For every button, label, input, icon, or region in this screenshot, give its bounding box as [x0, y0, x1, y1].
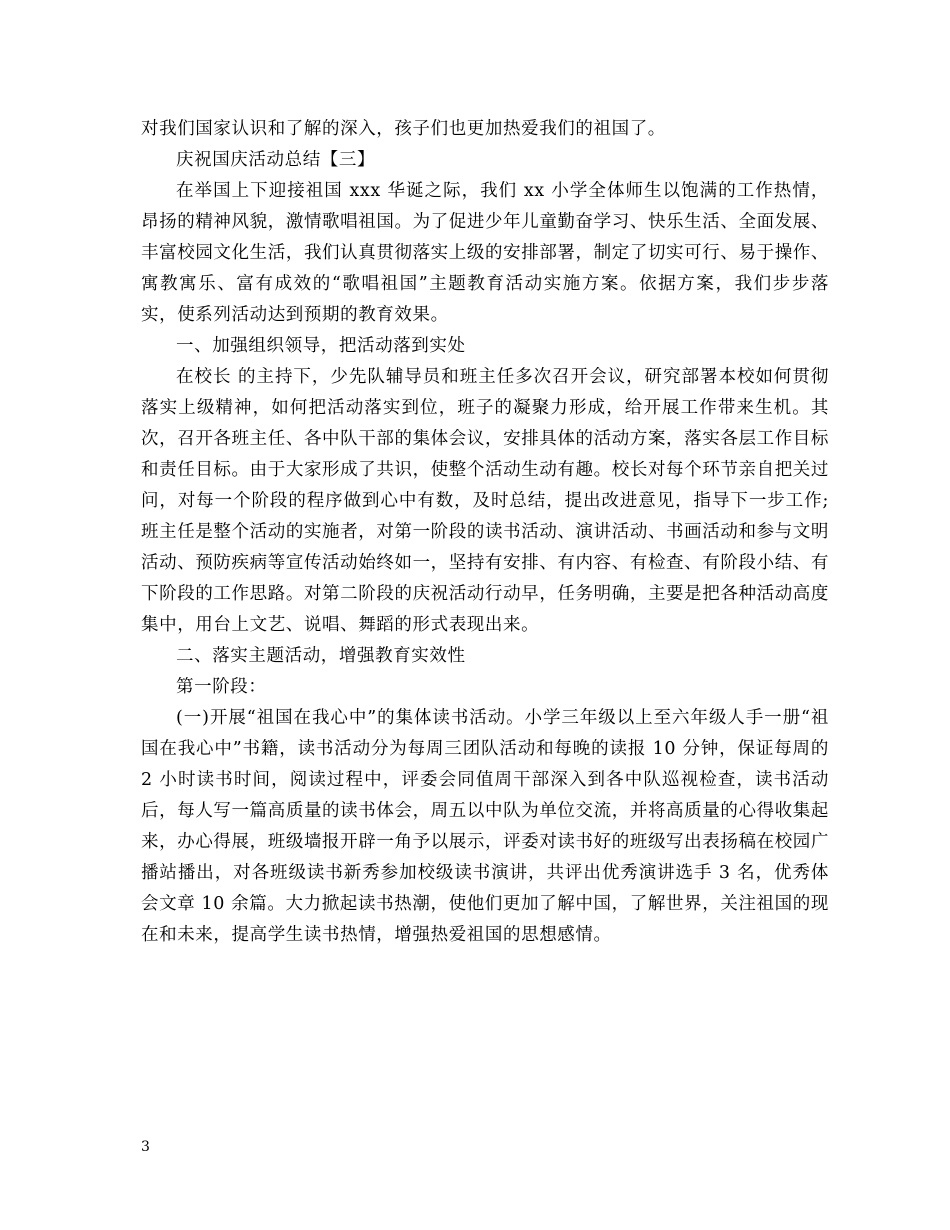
paragraph-continuation: 对我们国家认识和了解的深入，孩子们也更加热爱我们的祖国了。	[141, 119, 666, 139]
heading-stage-one: 第一阶段：	[176, 677, 267, 697]
heading-section-two: 二、落实主题活动，增强教育实效性	[176, 646, 466, 666]
paragraph-section-one: 在校长 的主持下，少先队辅导员和班主任多次召开会议，研究部署本校如何贯彻落实上级精神，如何把活动落实到位，班子的凝聚力形成，给开展工作带来生机。其次，召开各班主任、各中队干部的集体会议，安排具体的活动方案，落实各层工作目标和责任目标。由于大家形成了共识，使整个活动生动有趣。校长对每个环节亲自把关过问，对每一个阶段的程序做到心中有数，及时总结，提出改进意见，指导下一步工作;班主任是整个活动的实施者，对第一阶段的读书活动、演讲活动、书画活动和参与文明活动、预防疾病等宣传活动始终如一，坚持有安排、有内容、有检查、有阶段小结、有下阶段的工作思路。对第二阶段的庆祝活动行动早，任务明确，主要是把各种活动高度集中，用台上文艺、说唱、舞蹈的形式表现出来。	[141, 367, 829, 635]
paragraph-reading-activity: (一)开展“祖国在我心中”的集体读书活动。小学三年级以上至六年级人手一册“祖国在我心中”书籍，读书活动分为每周三团队活动和每晚的读报 10 分钟，保证每周的 2 小时读书时间，阅读过程中，评委会同值周干部深入到各中队巡视检查，读书活动后，每人写一篇高质量的读书体会，周五以中队为单位交流，并将高质量的心得收集起来，办心得展，班级墙报开辟一角予以展示，评委对读书好的班级写出表扬稿在校园广播站播出，对各班级读书新秀参加校级读书演讲，共评出优秀演讲选手 3 名，优秀体会文章 10 余篇。大力掀起读书热潮，使他们更加了解中国，了解世界，关注祖国的现在和未来，提高学生读书热情，增强热爱祖国的思想感情。	[141, 708, 829, 945]
heading-section-one: 一、加强组织领导，把活动落到实处	[176, 336, 466, 356]
page-number: 3	[141, 1139, 150, 1155]
paragraph-intro: 在举国上下迎接祖国 xxx 华诞之际，我们 xx 小学全体师生以饱满的工作热情，昂扬的精神风貌，激情歌唱祖国。为了促进少年儿童勤奋学习、快乐生活、全面发展、丰富校园文化生活，我们认真贯彻落实上级的安排部署，制定了切实可行、易于操作、寓教寓乐、富有成效的“歌唱祖国”主题教育活动实施方案。依据方案，我们步步落实，使系列活动达到预期的教育效果。	[141, 181, 829, 325]
document-body	[141, 114, 829, 951]
section-title: 庆祝国庆活动总结【三】	[176, 150, 376, 170]
